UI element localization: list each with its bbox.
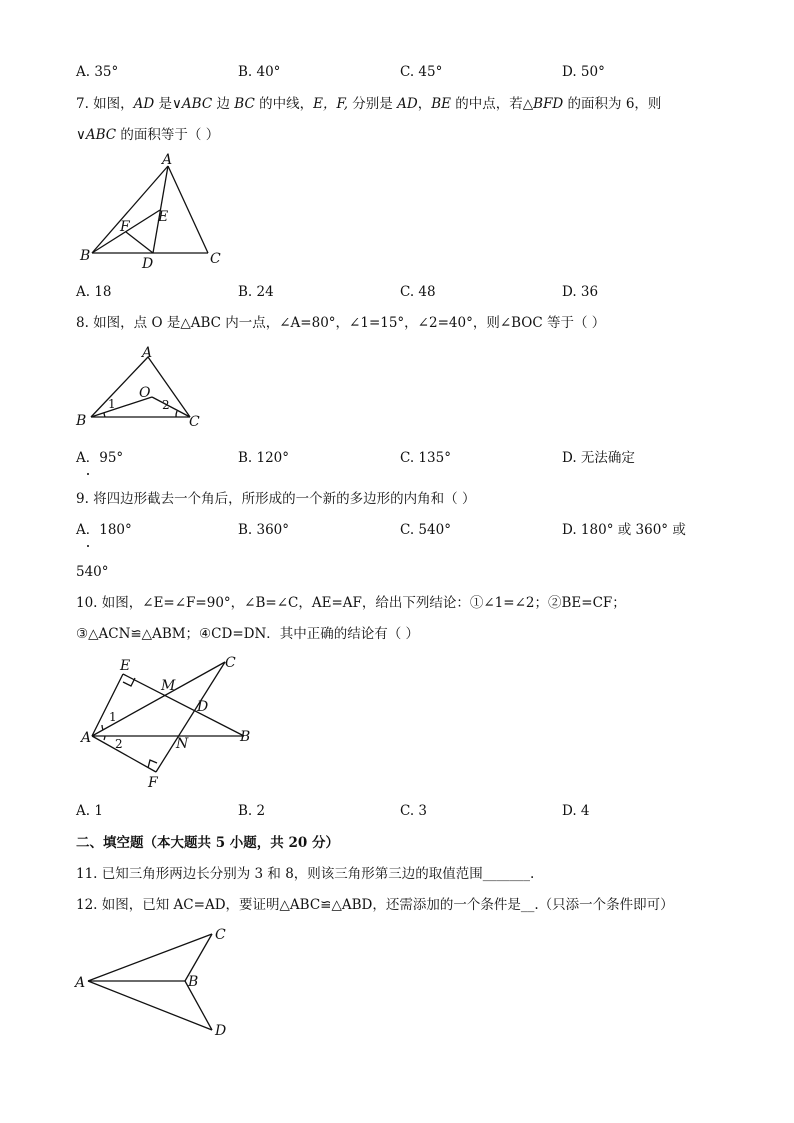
q7-label-c: C bbox=[210, 251, 221, 267]
q7-option-b: B. 24 bbox=[238, 284, 274, 300]
q9-option-d: D. 180° 或 360° 或 bbox=[562, 522, 686, 538]
q6-option-b: B. 40° bbox=[238, 64, 281, 80]
q11-question: 11. 已知三角形两边长分别为 3 和 8，则该三角形第三边的取值范围_______. bbox=[76, 866, 535, 882]
q7-label-a: A bbox=[162, 152, 173, 168]
q10-label-a: A bbox=[81, 730, 92, 746]
q10-label-1: 1 bbox=[109, 710, 117, 724]
q10-label-n: N bbox=[176, 736, 189, 752]
q10-question-line1: 10. 如图，∠E=∠F=90°，∠B=∠C，AE=AF，给出下列结论：①∠1=∠2；②BE=CF； bbox=[76, 595, 626, 611]
q10-question-line2: ③△ACN≌△ABM；④CD=DN．其中正确的结论有（ ） bbox=[76, 626, 420, 642]
q7-label-d: D bbox=[142, 256, 154, 272]
q12-label-c: C bbox=[215, 927, 226, 943]
q10-label-b: B bbox=[240, 729, 251, 745]
q7-label-b: B bbox=[80, 248, 91, 264]
q8-label-1: 1 bbox=[108, 397, 116, 411]
q8-option-c: C. 135° bbox=[400, 450, 451, 466]
q9-option-b: B. 360° bbox=[238, 522, 290, 538]
section-2-title: 二、填空题（本大题共 5 小题，共 20 分） bbox=[76, 835, 339, 851]
q8-figure bbox=[74, 345, 214, 435]
q10-label-c: C bbox=[225, 655, 236, 671]
q7-option-d: D. 36 bbox=[562, 284, 599, 300]
q8-label-b: B bbox=[76, 413, 87, 429]
q8-label-o: O bbox=[139, 385, 151, 401]
q9-option-a: A．180° bbox=[76, 522, 132, 538]
q9-question: 9. 将四边形截去一个角后，所形成的一个新的多边形的内角和（ ） bbox=[76, 491, 476, 507]
q6-option-c: C. 45° bbox=[400, 64, 443, 80]
q7-label-e: E bbox=[158, 209, 169, 225]
q7-label-f: F bbox=[120, 219, 130, 235]
q10-label-f: F bbox=[148, 775, 158, 791]
q10-label-e: E bbox=[120, 658, 131, 674]
stray-dot-mark bbox=[87, 473, 89, 475]
q8-option-d: D. 无法确定 bbox=[562, 450, 635, 466]
q10-label-2: 2 bbox=[115, 737, 123, 751]
q8-label-a: A bbox=[142, 345, 153, 361]
q8-options bbox=[76, 449, 736, 467]
q9-options bbox=[76, 521, 736, 539]
q7-option-a: A. 18 bbox=[76, 284, 112, 300]
q12-question: 12. 如图，已知 AC=AD，要证明△ABC≌△ABD，还需添加的一个条件是__.（只添一个条件即可） bbox=[76, 897, 674, 913]
q8-label-c: C bbox=[189, 414, 200, 430]
q7-question-line2: ∨ABC 的面积等于（ ） bbox=[76, 127, 220, 143]
q10-option-a: A. 1 bbox=[76, 803, 103, 819]
q8-question: 8. 如图，点 O 是△ABC 内一点，∠A=80°，∠1=15°，∠2=40°，则∠BOC 等于（ ） bbox=[76, 315, 606, 331]
q7-figure bbox=[78, 150, 228, 270]
q6-option-d: D. 50° bbox=[562, 64, 605, 80]
q10-label-d: D bbox=[197, 699, 209, 715]
q10-options bbox=[76, 802, 736, 820]
q8-label-2: 2 bbox=[162, 398, 170, 412]
q6-option-a: A. 35° bbox=[76, 64, 119, 80]
q12-label-a: A bbox=[75, 975, 86, 991]
q12-label-b: B bbox=[188, 974, 199, 990]
q10-option-c: C. 3 bbox=[400, 803, 428, 819]
stray-dot-mark bbox=[87, 545, 89, 547]
q12-label-d: D bbox=[215, 1023, 227, 1039]
q8-option-a: A．95° bbox=[76, 450, 124, 466]
q7-options bbox=[76, 283, 736, 301]
q9-option-d-continuation: 540° bbox=[76, 564, 109, 580]
q9-option-c: C. 540° bbox=[400, 522, 451, 538]
q10-option-b: B. 2 bbox=[238, 803, 266, 819]
q12-figure bbox=[72, 922, 242, 1042]
q10-figure bbox=[78, 652, 268, 792]
q8-option-b: B. 120° bbox=[238, 450, 290, 466]
q7-question-line1: 7. 如图，AD 是∨ABC 边 BC 的中线，E，F, 分别是 AD，BE 的中点，若△BFD 的面积为 6，则 bbox=[76, 96, 662, 112]
q7-option-c: C. 48 bbox=[400, 284, 436, 300]
q6-options bbox=[76, 63, 736, 81]
q10-label-m: M bbox=[161, 678, 176, 694]
q10-option-d: D. 4 bbox=[562, 803, 590, 819]
